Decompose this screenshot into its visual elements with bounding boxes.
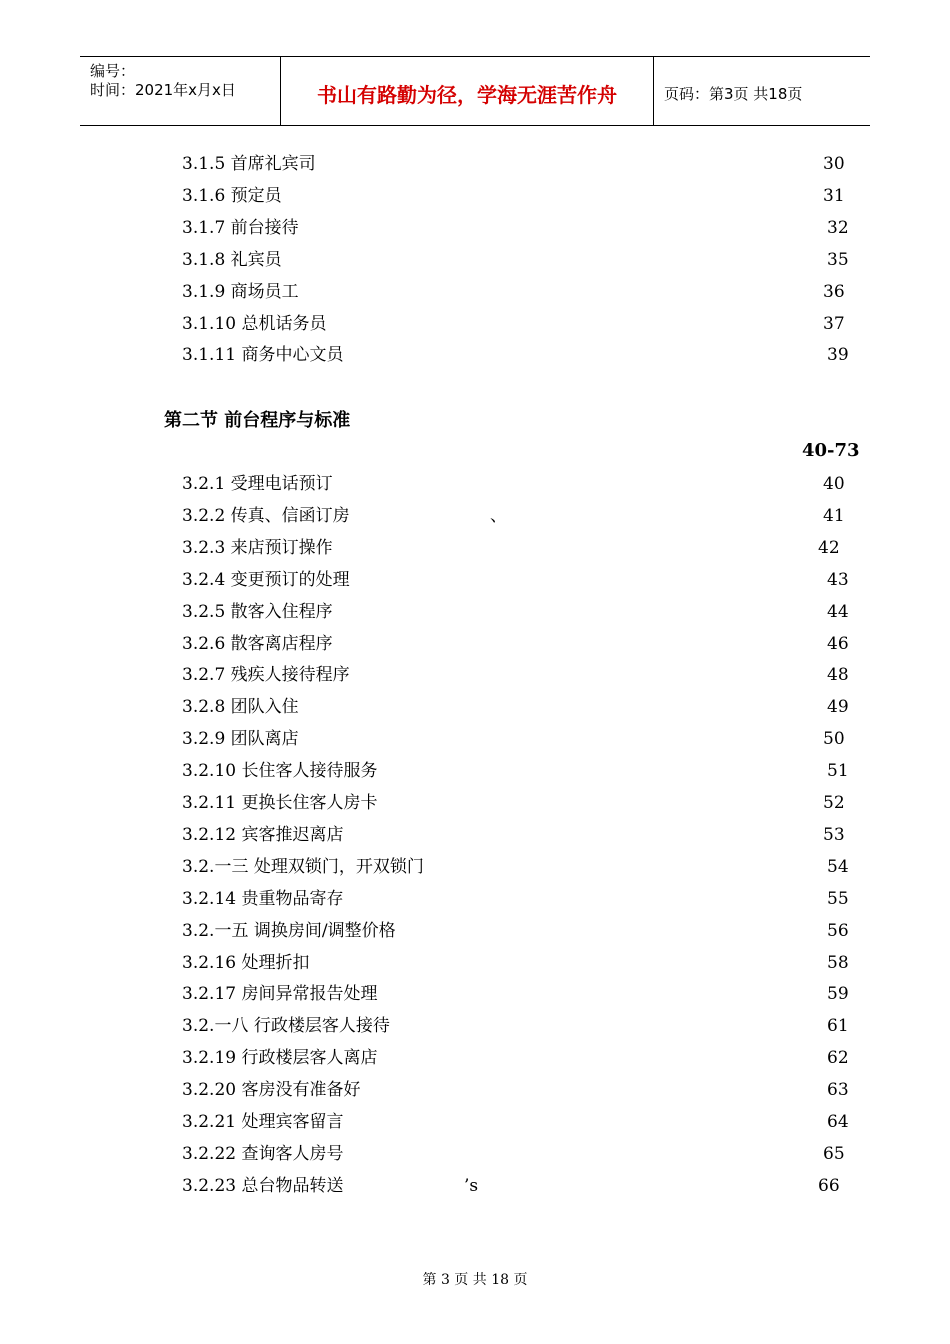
toc-entry-page-number: 43 — [827, 569, 849, 590]
toc-entry-title: 3.2.19 行政楼层客人离店 — [182, 1048, 378, 1069]
toc-entry-title: 3.1.8 礼宾员 — [182, 249, 282, 270]
toc-entry-title: 3.2.22 查询客人房号 — [182, 1143, 344, 1164]
header-motto: 书山有路勤为径，学海无涯苦作舟 — [317, 83, 617, 107]
toc-entry-page-number: 52 — [823, 793, 845, 813]
time-label: 时间：2021年x月x日 — [90, 81, 236, 99]
toc-entry-page-number: 48 — [827, 665, 849, 686]
toc-entry — [0, 1044, 950, 1072]
toc-entry-title: 3.2.6 散客离店程序 — [182, 633, 333, 654]
toc-entry — [0, 1172, 950, 1200]
toc-entry-title: 3.2.20 客房没有准备好 — [182, 1080, 361, 1101]
toc-entry-title: 3.2.一三 处理双锁门，开双锁门 — [182, 856, 424, 877]
toc-entry-page-number: 51 — [827, 761, 849, 782]
toc-entry — [0, 693, 950, 721]
toc-entry — [0, 885, 950, 913]
toc-entry-title: 3.2.1 受理电话预订 — [182, 474, 333, 494]
toc-entry-page-number: 44 — [827, 601, 849, 622]
toc-entry-page-number: 36 — [823, 281, 845, 302]
header-right-cell — [654, 57, 870, 125]
toc-entry — [0, 1140, 950, 1168]
toc-entry-page-number: 56 — [827, 920, 849, 941]
toc-entry-page-number: 35 — [827, 249, 849, 270]
toc-entry — [0, 917, 950, 945]
toc-entry-title: 3.1.6 预定员 — [182, 185, 282, 206]
toc-entry-title: 3.2.9 团队离店 — [182, 729, 299, 750]
toc-entry — [0, 214, 950, 242]
toc-entry — [0, 949, 950, 977]
page-header — [80, 56, 870, 126]
toc-entry-page-number: 30 — [823, 154, 845, 174]
toc-entry-page-number: 66 — [818, 1175, 840, 1196]
toc-entry — [0, 630, 950, 658]
header-middle-cell — [281, 57, 654, 125]
toc-entry-page-number: 50 — [823, 729, 845, 750]
toc-entry-page-number: 46 — [827, 633, 849, 654]
toc-entry-title: 3.2.7 残疾人接待程序 — [182, 665, 350, 686]
toc-entry — [0, 980, 950, 1008]
toc-entry — [0, 757, 950, 785]
toc-entry-title: 3.2.12 宾客推迟离店 — [182, 824, 344, 845]
toc-entry — [0, 470, 950, 498]
toc-entry-page-number: 62 — [827, 1048, 849, 1069]
toc-entry — [0, 502, 950, 530]
toc-entry-page-number: 63 — [827, 1080, 849, 1101]
toc-entry-page-number: 31 — [823, 185, 845, 206]
toc-entry-page-number: 39 — [827, 345, 849, 366]
toc-entry-page-number: 37 — [823, 313, 845, 334]
toc-entry-page-number: 49 — [827, 697, 849, 718]
toc-entry-title: 3.2.8 团队入住 — [182, 697, 299, 718]
header-page-info: 页码：第3页 共18页 — [664, 85, 803, 103]
toc-entry — [0, 246, 950, 274]
section-page-range: 40-73 — [802, 440, 860, 461]
toc-entry-page-number: 65 — [823, 1143, 845, 1164]
toc-entry — [0, 661, 950, 689]
toc-entry — [0, 278, 950, 306]
toc-entry-page-number: 42 — [818, 537, 840, 558]
toc-entry-page-number: 64 — [827, 1112, 849, 1132]
toc-entry-title: 3.2.21 处理宾客留言 — [182, 1112, 344, 1132]
toc-entry-page-number: 40 — [823, 474, 845, 494]
serial-label: 编号： — [90, 62, 136, 80]
toc-entry-page-number: 58 — [827, 952, 849, 973]
toc-entry — [0, 725, 950, 753]
toc-entry — [0, 853, 950, 881]
toc-entry-title: 3.2.14 贵重物品寄存 — [182, 888, 344, 909]
toc-entry — [0, 1108, 950, 1136]
toc-entry-title: 3.2.17 房间异常报告处理 — [182, 984, 378, 1005]
toc-entry-title: 3.1.11 商务中心文员 — [182, 345, 344, 366]
toc-entry-title: 3.2.2 传真、信函订房 — [182, 505, 350, 526]
header-left-cell — [80, 57, 281, 125]
toc-entry-page-number: 59 — [827, 984, 849, 1005]
toc-entry-title: 3.1.10 总机话务员 — [182, 313, 327, 334]
toc-entry-title: 3.2.11 更换长住客人房卡 — [182, 793, 378, 813]
toc-entry — [0, 150, 950, 178]
toc-entry-page-number: 54 — [827, 856, 849, 877]
toc-entry-title: 3.2.16 处理折扣 — [182, 952, 310, 973]
page-footer: 第 3 页 共 18 页 — [422, 1272, 528, 1288]
toc-entry-title: 3.2.23 总台物品转送 — [182, 1175, 344, 1196]
toc-entry — [0, 341, 950, 369]
toc-entry-page-number: 53 — [823, 824, 845, 845]
toc-entry — [0, 1012, 950, 1040]
toc-entry-title: 3.1.9 商场员工 — [182, 281, 299, 302]
toc-entry-title: 3.1.5 首席礼宾司 — [182, 154, 316, 174]
section-title: 第二节 前台程序与标准 — [164, 410, 351, 431]
toc-entry-page-number: 55 — [827, 888, 849, 909]
toc-entry — [0, 821, 950, 849]
toc-entry-title: 3.2.5 散客入住程序 — [182, 601, 333, 622]
toc-entry-title: 3.2.10 长住客人接待服务 — [182, 761, 378, 782]
toc-entry — [0, 182, 950, 210]
toc-entry — [0, 598, 950, 626]
toc-entry-title: 3.2.一八 行政楼层客人接待 — [182, 1016, 390, 1037]
toc-entry-page-number: 41 — [823, 505, 845, 526]
toc-entry — [0, 534, 950, 562]
toc-entry — [0, 1076, 950, 1104]
toc-entry — [0, 566, 950, 594]
toc-entry-title: 3.2.3 来店预订操作 — [182, 537, 333, 558]
toc-entry-page-number: 32 — [827, 217, 849, 238]
toc-entry-stray-mark: ’s — [464, 1175, 479, 1196]
toc-entry-title: 3.2.一五 调换房间/调整价格 — [182, 920, 396, 941]
toc-entry — [0, 310, 950, 338]
toc-entry-page-number: 61 — [827, 1016, 849, 1037]
toc-entry-title: 3.2.4 变更预订的处理 — [182, 569, 350, 590]
toc-entry-stray-mark: 、 — [490, 505, 507, 526]
toc-entry-title: 3.1.7 前台接待 — [182, 217, 299, 238]
toc-entry — [0, 789, 950, 817]
